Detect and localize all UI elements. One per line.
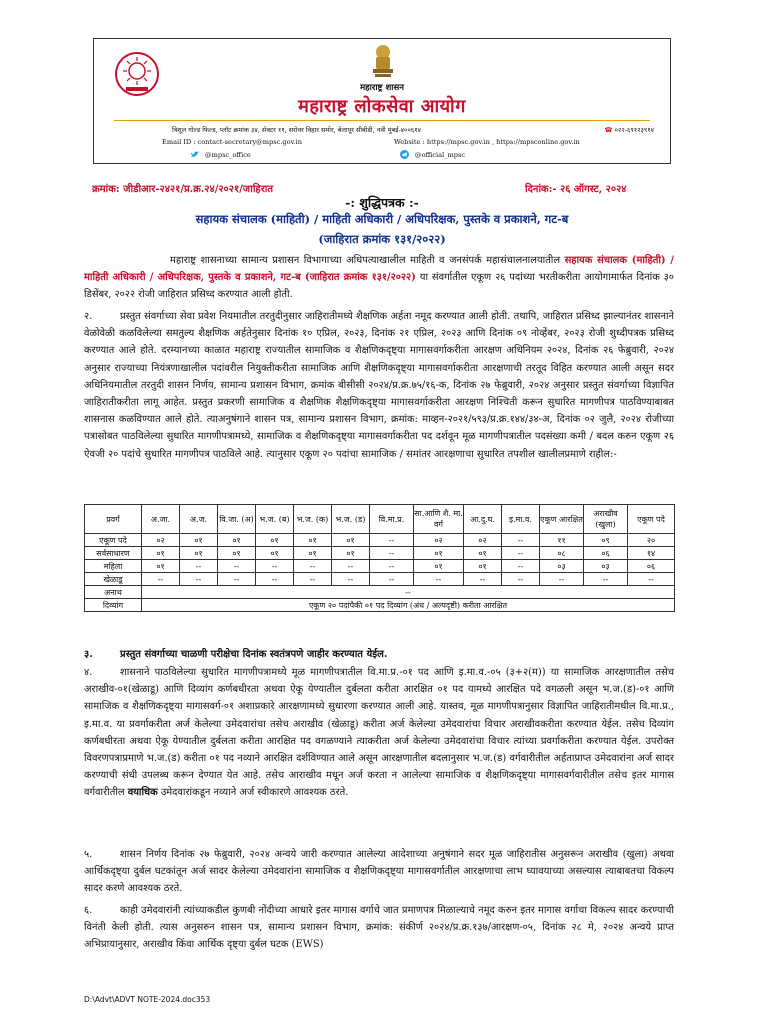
table-cell: ०१ [180, 534, 218, 547]
government-line: महाराष्ट्र शासन [360, 83, 404, 93]
table-cell: -- [370, 560, 414, 573]
table-cell: -- [502, 573, 540, 586]
para1-end: या संवर्गातील एकूण २६ पदांच्या भरतीकरीता आयोगामार्फत दिनांक ३० डिसेंबर, २०२२ रोजी जाहिरात प्रसिध्द करण्यात आली होती. [84, 272, 674, 301]
table-header-row [85, 505, 675, 534]
para5-text: शासन निर्णय दिनांक २७ फेब्रुवारी, २०२४ अन्वये जारी करण्यात आलेल्या आदेशाच्या अनुषंगाने सदर मूळ जाहिरातीस अनुसरून अराखीव (खुला) अथवा आर्थिकदृष्ट्या दुर्बल घटकांतून अर्ज सादर केलेल्या उमेदवारांना सामाजिक व शैक्षणिकदृष्ट्या मागासवर्गातील आरक्षणाचा लाभ घ्यावयाच्या असल्यास त्याबाबतचा विकल्प सादर करणे आवश्यक ठरते. [84, 849, 674, 895]
table-header-cell: अ.ज. [180, 505, 218, 534]
table-cell: -- [180, 573, 218, 586]
table-cell: -- [332, 573, 370, 586]
website-link[interactable]: Website : https://mpsc.gov.in , https://mpsconline.gov.in [394, 138, 580, 146]
table-row-divyang [85, 599, 675, 612]
table-header-cell: आ.दु.घ. [464, 505, 502, 534]
reference-date: दिनांक:- २६ ऑगस्ट, २०२४ [525, 184, 627, 195]
phone-icon: ☎ [604, 126, 615, 134]
advertisement-number: (जाहिरात क्रमांक १३१/२०२२) [318, 232, 446, 246]
table-cell: -- [370, 573, 414, 586]
table-cell: ०१ [414, 547, 464, 560]
reservation-table [84, 504, 675, 612]
table-cell: ०१ [218, 534, 256, 547]
para4-bold: वयाधिक [127, 787, 158, 799]
paragraph-4 [84, 664, 674, 802]
table-cell: ०९ [584, 534, 628, 547]
table-row-label: महिला [85, 560, 142, 573]
table-cell: ०१ [142, 547, 180, 560]
table-header-cell: भ.ज. (क) [294, 505, 332, 534]
table-cell: ०१ [332, 534, 370, 547]
table-cell: -- [294, 573, 332, 586]
para1-highlight: सहायक संचालक (माहिती) / माहिती अधिकारी / अधिपरिक्षक, पुस्तके व प्रकाशने, गट-ब (जाहिरात क्रमांक १३१/२०२२) [84, 255, 674, 284]
paragraph-3 [84, 646, 387, 660]
table-cell: -- [332, 560, 370, 573]
table-row-label: अनाथ [85, 586, 142, 599]
table-cell: ०२ [464, 534, 502, 547]
table-cell: -- [628, 573, 675, 586]
national-emblem-icon [370, 43, 396, 79]
telegram-handle[interactable] [400, 150, 465, 159]
email-link[interactable]: Email ID : contact-secretary@mpsc.gov.in [162, 138, 302, 146]
table-cell: ०१ [464, 547, 502, 560]
twitter-handle[interactable] [190, 150, 251, 159]
table-cell: -- [142, 573, 180, 586]
table-cell: -- [370, 547, 414, 560]
table-cell: ०१ [294, 534, 332, 547]
table-header-cell: अराखीव (खुला) [584, 505, 628, 534]
table-header-cell: भ.ज. (ड) [332, 505, 370, 534]
table-cell: ०१ [256, 547, 294, 560]
table-cell: ०३ [584, 560, 628, 573]
table-cell: -- [218, 560, 256, 573]
table-cell: -- [180, 560, 218, 573]
para1-text: महाराष्ट्र शासनाच्या सामान्य प्रशासन विभागाच्या अधिपत्याखालील माहिती व जनसंपर्क महासंचालनालयातील [170, 255, 565, 266]
table-header-cell: वि.मा.प्र. [370, 505, 414, 534]
table-cell: ०६ [584, 547, 628, 560]
table-row-label: दिव्यांग [85, 599, 142, 612]
table-header-cell: इ.मा.व. [502, 505, 540, 534]
table-cell: ०१ [332, 547, 370, 560]
para4-end: उमेदवारांकडून नव्याने अर्ज स्वीकारणे आवश्यक ठरते. [157, 787, 349, 799]
table-cell: ०८ [540, 547, 584, 560]
table-cell: -- [502, 547, 540, 560]
table-cell: ०१ [414, 560, 464, 573]
file-path-footer: D:\Advt\ADVT NOTE-2024.doc353 [84, 995, 211, 1004]
table-row [85, 573, 675, 586]
table-cell: -- [218, 573, 256, 586]
table-cell: ०१ [218, 547, 256, 560]
table-cell: -- [414, 573, 464, 586]
table-row-label: सर्वसाधारण [85, 547, 142, 560]
table-cell: २० [628, 534, 675, 547]
table-header-cell: वि.जा. (अ) [218, 505, 256, 534]
para6-text: काही उमेदवारांनी त्यांच्याकडील कुणबी नोंदीच्या आधारे इतर मागास वर्गाचे जात प्रमाणपत्र मिळाल्याचे नमूद करुन इतर मागास वर्गाचा विकल्प सादर करण्याची विनंती केली होती. त्यास अनुसरुन शासन पत्र, सामान्य प्रशासन विभाग, क्रमांक: संकीर्ण २०२४/प्र.क्र.१३७/आरक्षण-०५, दिनांक २८ मे, २०२४ अन्वये प्राप्त अभिप्रायानुसार, अराखीव किंवा आर्थिक दृष्ट्या दुर्बल घटक (EWS) [84, 905, 674, 951]
telegram-label: @official_mpsc [415, 150, 466, 159]
paragraph-2 [84, 308, 674, 463]
twitter-icon [190, 150, 199, 159]
para3-text: प्रस्तुत संवर्गाच्या चाळणी परीक्षेचा दिनांक स्वतंत्रपणे जाहीर करण्यात येईल. [120, 649, 388, 660]
table-cell: ०१ [464, 560, 502, 573]
corrigendum-title: -: शुद्धिपत्रक :- [345, 195, 419, 210]
phone [604, 125, 654, 134]
para4-number: ४. [84, 667, 93, 678]
table-header-cell: सा.आणि शै. मा. वर्ग [414, 505, 464, 534]
org-name: महाराष्ट्र लोकसेवा आयोग [298, 96, 466, 117]
letterhead [93, 38, 671, 164]
table-row-label: एकूण पदे [85, 534, 142, 547]
table-cell: ०१ [256, 534, 294, 547]
table-cell: -- [540, 573, 584, 586]
table-cell: -- [142, 586, 675, 599]
table-header-cell: भ.ज. (ब) [256, 505, 294, 534]
table-cell: एकूण २० पदांपैकी ०१ पद दिव्यांग (अंध / अल्पदृष्टी) करीता आरक्षित [142, 599, 675, 612]
table-cell: -- [256, 560, 294, 573]
table-cell: -- [256, 573, 294, 586]
post-title: सहायक संचालक (माहिती) / माहिती अधिकारी / अधिपरिक्षक, पुस्तके व प्रकाशने, गट-ब [195, 212, 569, 226]
para6-number: ६. [84, 905, 93, 916]
table-row [85, 560, 675, 573]
table-cell: ११ [540, 534, 584, 547]
table-row-label: खेळाडू [85, 573, 142, 586]
table-cell: -- [370, 534, 414, 547]
phone-number: ०२२-६९१२३९१४ [614, 126, 654, 134]
paragraph-6 [84, 902, 674, 954]
table-cell: -- [502, 560, 540, 573]
table-cell: १४ [628, 547, 675, 560]
table-header-cell: एकूण आरक्षित [540, 505, 584, 534]
table-cell: -- [294, 560, 332, 573]
para2-text: प्रस्तुत संवर्गाच्या सेवा प्रवेश नियमातील तरतुदीनुसार जाहिरातीमध्ये शैक्षणिक अर्हता नमूद करण्यात आली होती. तथापि, जाहिरात प्रसिध्द झाल्यानंतर शासनाने वेळोवेळी कळविलेल्या समतुल्य शैक्षणिक अर्हतेनुसार दिनांक १० एप्रिल, २०२३, दिनांक २१ एप्रिल, २०२३ आणि दिनांक ०९ नोव्हेंबर, २०२३ रोजी शुध्दीपत्रक प्रसिध्द करण्यात आले होते. दरम्यानच्या काळात महाराष्ट्र राज्यातील सामाजिक व शैक्षणिकदृष्ट्या मागासवर्गाकरीता आरक्षण अधिनियम २०२४, दिनांक २६ फेब्रुवारी, २०२४ अनुसार राज्याच्या नियंत्रणाखालील पदांवरील नियुक्तीकरीता सामाजिक आणि शैक्षणिकदृष्ट्या मागासवर्गाकरीता आरक्षणाची तरतूद विहित करण्यात आली असून सदर अधिनियमातील तरतुदी शासन निर्णय, सामान्य प्रशासन विभाग, क्रमांक बीसीसी २०२४/प्र.क्र.७५/१६-क, दिनांक २७ फेब्रुवारी, २०२४ अनुसार प्रस्तुत संवर्गाच्या विज्ञापित जाहिरातीकरीता लागू आहेत. प्रस्तुत प्रकरणी सामाजिक व शैक्षणिक शैक्षणिकदृष्ट्या मागासवर्गाकरीता आरक्षण निश्चिती करून सुधारित मागणीपत्र पाठविण्याबाबत शासनास कळविण्यात आले होते. त्याअनुषंगाने शासन पत्र, सामान्य प्रशासन विभाग, क्रमांक: माव्हन-२०२१/५९३/प्र.क्र.१४४/३४-अ, दिनांक ०२ जुलै, २०२४ रोजीच्या पत्रासोबत पाठविलेल्या सुधारित मागणीपत्रामध्ये, सामाजिक व शैक्षणिकदृष्ट्या मागासवर्गाकरीता पद दर्शवून मूळ मागणीपत्रातील पदसंख्या कमी / बदल करुन एकूण २६ ऐवजी २० पदांचे सुधारित मागणीपत्र पाठविले आहे. त्यानुसार एकूण २० पदांचा सामाजिक / समांतर आरक्षणाचा सुधारित तपशील खालीलप्रमाणे राहील:- [84, 311, 674, 460]
table-cell: ०१ [294, 547, 332, 560]
table-cell: ०२ [414, 534, 464, 547]
table-header-cell: एकूण पदे [628, 505, 675, 534]
table-cell: -- [584, 573, 628, 586]
reference-number: क्रमांक: जीडीआर-२४२१/प्र.क्र.२४/२०२१/जाहिरात [92, 184, 274, 195]
table-cell: -- [464, 573, 502, 586]
table-cell: ०१ [180, 547, 218, 560]
para2-number: २. [84, 311, 93, 322]
paragraph-1 [84, 252, 674, 304]
twitter-label: @mpsc_office [205, 150, 251, 159]
para5-number: ५. [84, 849, 93, 860]
address: त्रिशूल गोल्ड फिल्ड, प्लॉट क्रमांक ३४, सेक्टर ११, सरोवर विहार समोर, बेलापूर सीबीडी, नवी मुंबई-४००६१४ [172, 126, 421, 134]
table-cell: ०१ [142, 560, 180, 573]
header-rule [114, 120, 650, 121]
table-cell: ०६ [628, 560, 675, 573]
telegram-icon [400, 150, 409, 159]
table-row [85, 534, 675, 547]
table-row-anath [85, 586, 675, 599]
table-header-cell: प्रवर्ग [85, 505, 142, 534]
para3-number: ३. [84, 649, 93, 660]
table-header-cell: अ.जा. [142, 505, 180, 534]
table-cell: ०३ [540, 560, 584, 573]
paragraph-5 [84, 846, 674, 898]
table-row [85, 547, 675, 560]
table-cell: -- [502, 534, 540, 547]
table-cell: ०२ [142, 534, 180, 547]
para4-text: शासनाने पाठविलेल्या सुधारित मागणीपत्रामध्ये मूळ मागणीपत्रातील वि.मा.प्र.-०१ पद आणि इ.मा.व.-०५ (३+२(म)) या सामाजिक आरक्षणातील तसेच अराखीव-०१(खेळाडू) आणि दिव्यांग कर्णबधीरता अथवा ऐकू येण्यातील दुर्बलता करीता आरक्षित ०१ पद यामध्ये आरक्षित पदे वगळली असून भ.ज.(ड)-०१ आणि सामाजिक व शैक्षणिकदृष्ट्या मागासवर्ग-०१ अशाप्रकारे आरक्षणामध्ये सुधारणा करण्यात आली आहे. यास्तव, मूळ मागणीपत्रानुसार विज्ञापित जाहिरातीमधील वि.मा.प्र., इ.मा.व. या प्रवर्गाकरीता अर्ज केलेल्या उमेदवारांचा तसेच अराखीव (खेळाडू) करीता अर्ज केलेल्या उमेदवारांचा विचार अराखीवकरीता करण्यात येईल. तसेच दिव्यांग कर्णबधीरता अथवा ऐकू येण्यातील दुर्बलता करीता आरक्षित पद वगळण्याने त्याकरीता अर्ज केलेल्या उमेदवारांचा विचार त्यांच्या प्रवर्गाकरीता करण्यात येईल. उपरोक्त विवरणपत्राप्रमाणे भ.ज.(ड) करीता ०१ पद नव्याने आरक्षित दर्शविण्यात आले असून आरक्षणातील बदलानुसार भ.ज.(ड) वर्गवारीतील अर्हताप्राप्त उमेदवारांना अर्ज सादर करण्याची संधी उपलब्ध करून देण्यात येत आहे. तसेच आराखीव मधून अर्ज करता न आलेल्या सामाजिक व शैक्षणिकदृष्ट्या मागासवर्गवारीतील तसेच इतर मागास वर्गवारीतील [84, 667, 674, 799]
